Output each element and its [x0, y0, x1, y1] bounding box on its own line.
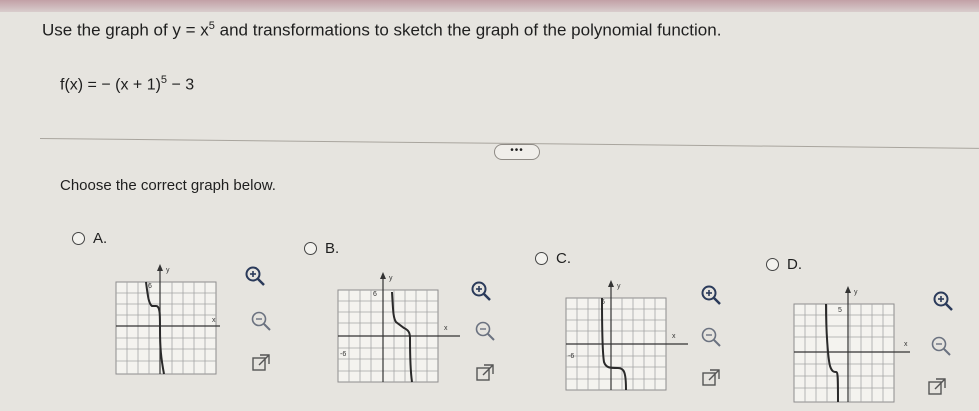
graph-c[interactable]: [558, 280, 692, 398]
tick-label: 5: [838, 307, 842, 314]
x-label: x: [672, 333, 676, 340]
option-a[interactable]: [72, 230, 107, 247]
open-external-icon[interactable]: [474, 362, 496, 384]
instruction-text: Choose the correct graph below.: [60, 177, 276, 194]
tick-label: -6: [568, 353, 575, 360]
y-label: y: [617, 283, 621, 290]
more-button[interactable]: •••: [494, 144, 540, 160]
tick-label: 6: [373, 291, 377, 298]
radio-button[interactable]: [535, 252, 548, 265]
radio-button[interactable]: [766, 258, 779, 271]
zoom-in-icon[interactable]: [700, 284, 722, 306]
function-lhs: f(x) = − (x + 1): [60, 76, 161, 94]
tick-label: 6: [601, 299, 605, 306]
zoom-in-icon[interactable]: [932, 290, 954, 312]
y-label: y: [166, 267, 170, 274]
y-label: y: [854, 289, 858, 296]
tick-label: -6: [340, 351, 347, 358]
option-label: A.: [93, 230, 108, 247]
graph-a[interactable]: [108, 258, 226, 378]
zoom-out-icon[interactable]: [474, 320, 496, 342]
zoom-out-icon[interactable]: [700, 326, 722, 348]
zoom-out-icon[interactable]: [930, 335, 952, 357]
radio-button[interactable]: [72, 232, 85, 245]
function-rhs: − 3: [167, 76, 195, 94]
x-label: x: [212, 317, 216, 324]
tick-label: 6: [148, 283, 152, 290]
top-bar: [0, 0, 979, 12]
option-label: D.: [787, 256, 802, 273]
zoom-in-icon[interactable]: [244, 265, 266, 287]
option-c[interactable]: [535, 250, 571, 267]
question-exponent: 5: [208, 20, 215, 32]
zoom-out-icon[interactable]: [250, 310, 272, 332]
open-external-icon[interactable]: [250, 352, 272, 374]
question-text: [42, 20, 721, 41]
x-label: x: [444, 325, 448, 332]
function-definition: [60, 74, 194, 94]
open-external-icon[interactable]: [700, 367, 722, 389]
option-label: B.: [325, 240, 340, 257]
option-d[interactable]: [766, 256, 802, 273]
option-b[interactable]: [304, 240, 339, 257]
option-label: C.: [556, 250, 571, 267]
zoom-in-icon[interactable]: [470, 280, 492, 302]
graph-b[interactable]: [330, 268, 464, 386]
open-external-icon[interactable]: [926, 376, 948, 398]
radio-button[interactable]: [304, 242, 317, 255]
x-label: x: [904, 341, 908, 348]
question-suffix: and transformations to sketch the graph of the polynomial function.: [214, 20, 722, 40]
function-exponent: 5: [160, 74, 168, 86]
graph-d[interactable]: [786, 282, 914, 406]
question-prefix: Use the graph of y = x: [42, 20, 209, 40]
y-label: y: [389, 275, 393, 282]
